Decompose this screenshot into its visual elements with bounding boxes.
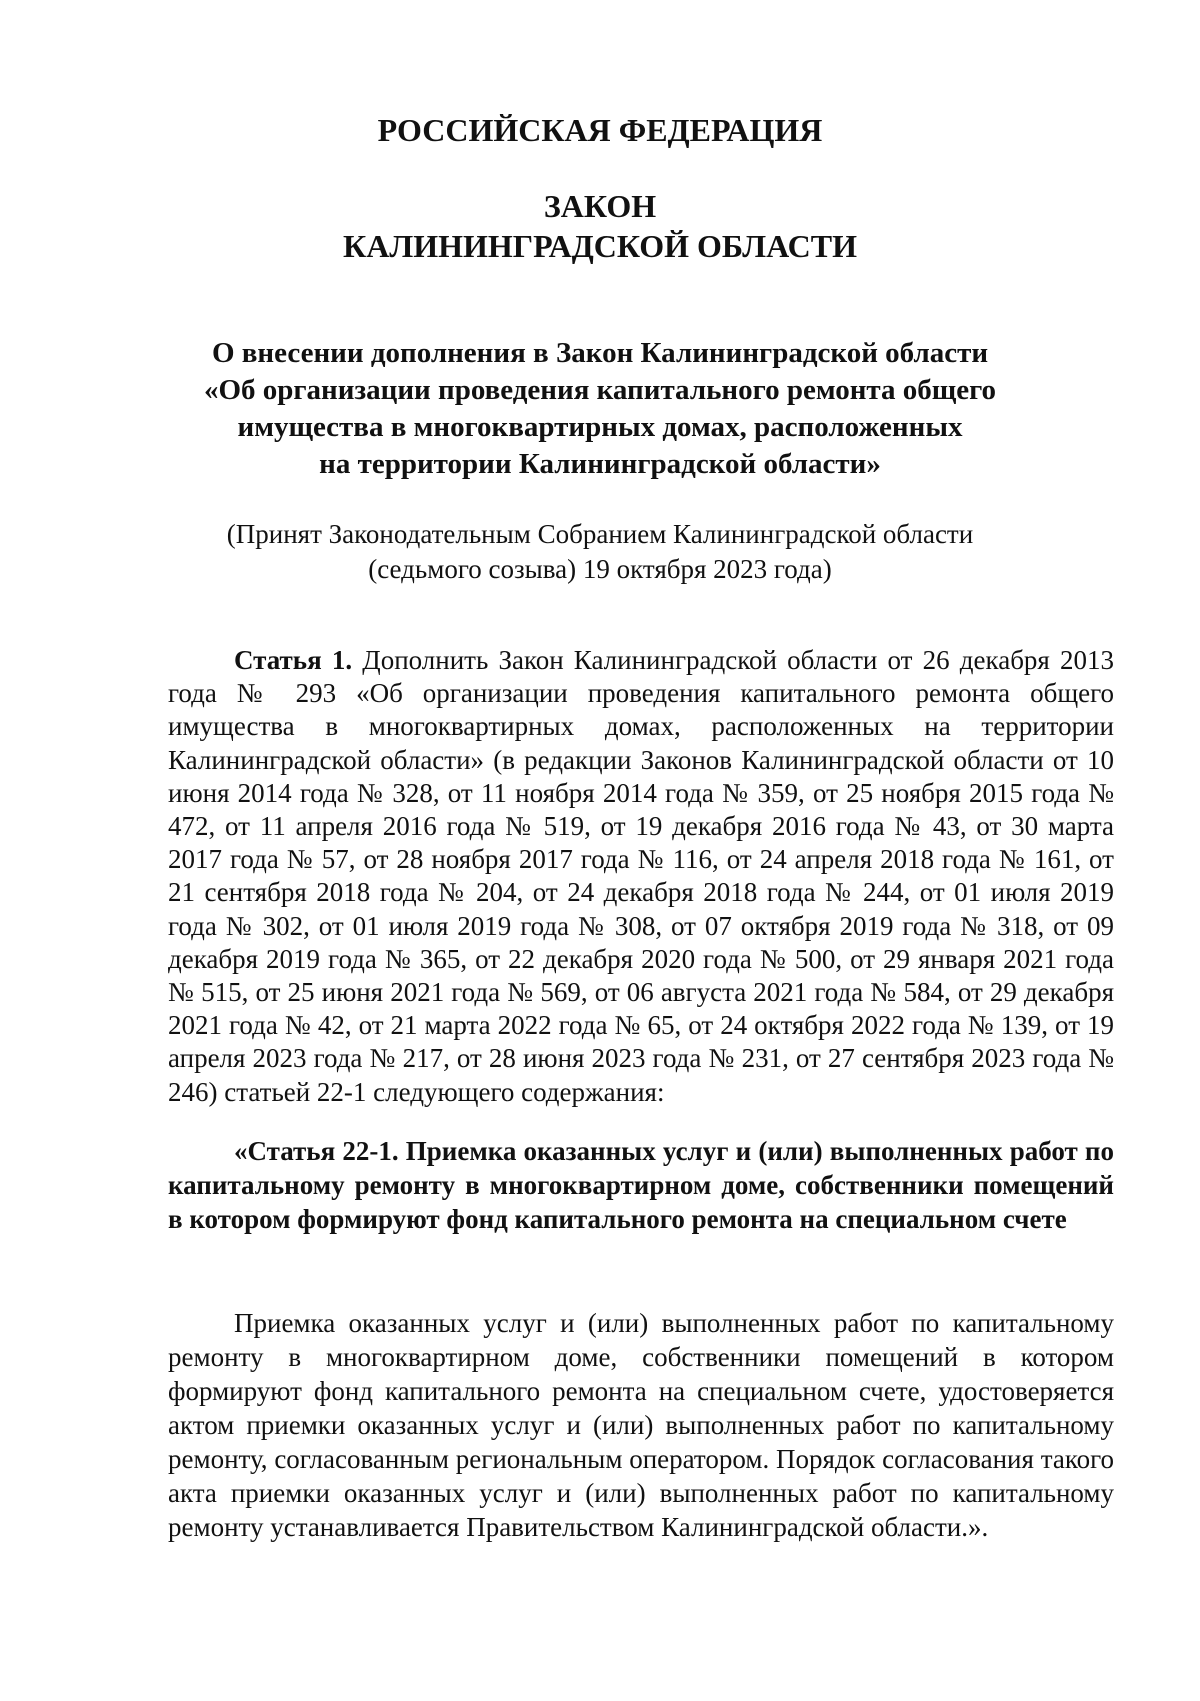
law-title-line-3: имущества в многоквартирных домах, расположенных [237, 411, 963, 443]
header-country: РОССИЙСКАЯ ФЕДЕРАЦИЯ [377, 112, 823, 148]
article-1-text: Дополнить Закон Калининградской области от 26 декабря 2013 года № 293 «Об организации проведения капитального ремонта общего имущества в многоквартирных домах, расположенных на территории Калининградской области» (в редакции Законов Калининградской области от 10 июня 2014 года № 328, от 11 ноября 2014 года № 359, от 25 ноября 2015 года № 472, от 11 апреля 2016 года № 519, от 19 декабря 2016 года № 43, от 30 марта 2017 года № 57, от 28 ноября 2017 года № 116, от 24 апреля 2018 года № 161, от 21 сентября 2018 года № 204, от 24 декабря 2018 года № 244, от 01 июля 2019 года № 302, от 01 июля 2019 года № 308, от 07 октября 2019 года № 318, от 09 декабря 2019 года № 365, от 22 декабря 2020 года № 500, от 29 января 2021 года № 515, от 25 июня 2021 года № 569, от 06 августа 2021 года № 584, от 29 декабря 2021 года № 42, от 21 марта 2022 года № 65, от 24 октября 2022 года № 139, от 19 апреля 2023 года № 217, от 28 июня 2023 года № 231, от 27 сентября 2023 года № 246) статьей 22-1 следующего содержания: [168, 645, 1115, 1107]
article-22-1-text: Приемка оказанных услуг и (или) выполненных работ по капитальному ремонту в многоквартирном доме, собственники помещений в котором формируют фонд капитального ремонта на специальном счете, удостоверяется актом приемки оказанных услуг и (или) выполненных работ по капитальному ремонту, согласованным региональным оператором. Порядок согласования такого акта приемки оказанных услуг и (или) выполненных работ по капитальному ремонту устанавливается Правительством Калининградской области.». [168, 1308, 1114, 1542]
article-1 [168, 644, 1114, 1109]
article-1-paragraph [168, 644, 1114, 1109]
adoption-note-line-1: (Принят Законодательным Собранием Калининградской области [226, 519, 974, 549]
article-22-1-heading-block [168, 1134, 1114, 1236]
article-22-1-heading: «Статья 22-1. Приемка оказанных услуг и (или) выполненных работ по капитальному ремонту в многоквартирном доме, собственники помещений в котором формируют фонд капитального ремонта на специальном счете [168, 1136, 1114, 1234]
adoption-note [0, 517, 1200, 587]
header-doc-type: ЗАКОН [543, 188, 657, 224]
article-1-label: Статья 1. [234, 645, 353, 675]
header-law-block [0, 186, 1200, 266]
law-title-line-2: «Об организации проведения капитального ремонта общего [203, 374, 997, 406]
law-title-line-4: на территории Калининградской области» [319, 448, 881, 480]
law-title-line-1: О внесении дополнения в Закон Калининградской области [211, 337, 989, 369]
header-region: КАЛИНИНГРАДСКОЙ ОБЛАСТИ [343, 228, 857, 264]
law-title [0, 335, 1200, 483]
article-22-1-body [168, 1306, 1114, 1544]
adoption-note-line-2: (седьмого созыва) 19 октября 2023 года) [368, 554, 832, 584]
